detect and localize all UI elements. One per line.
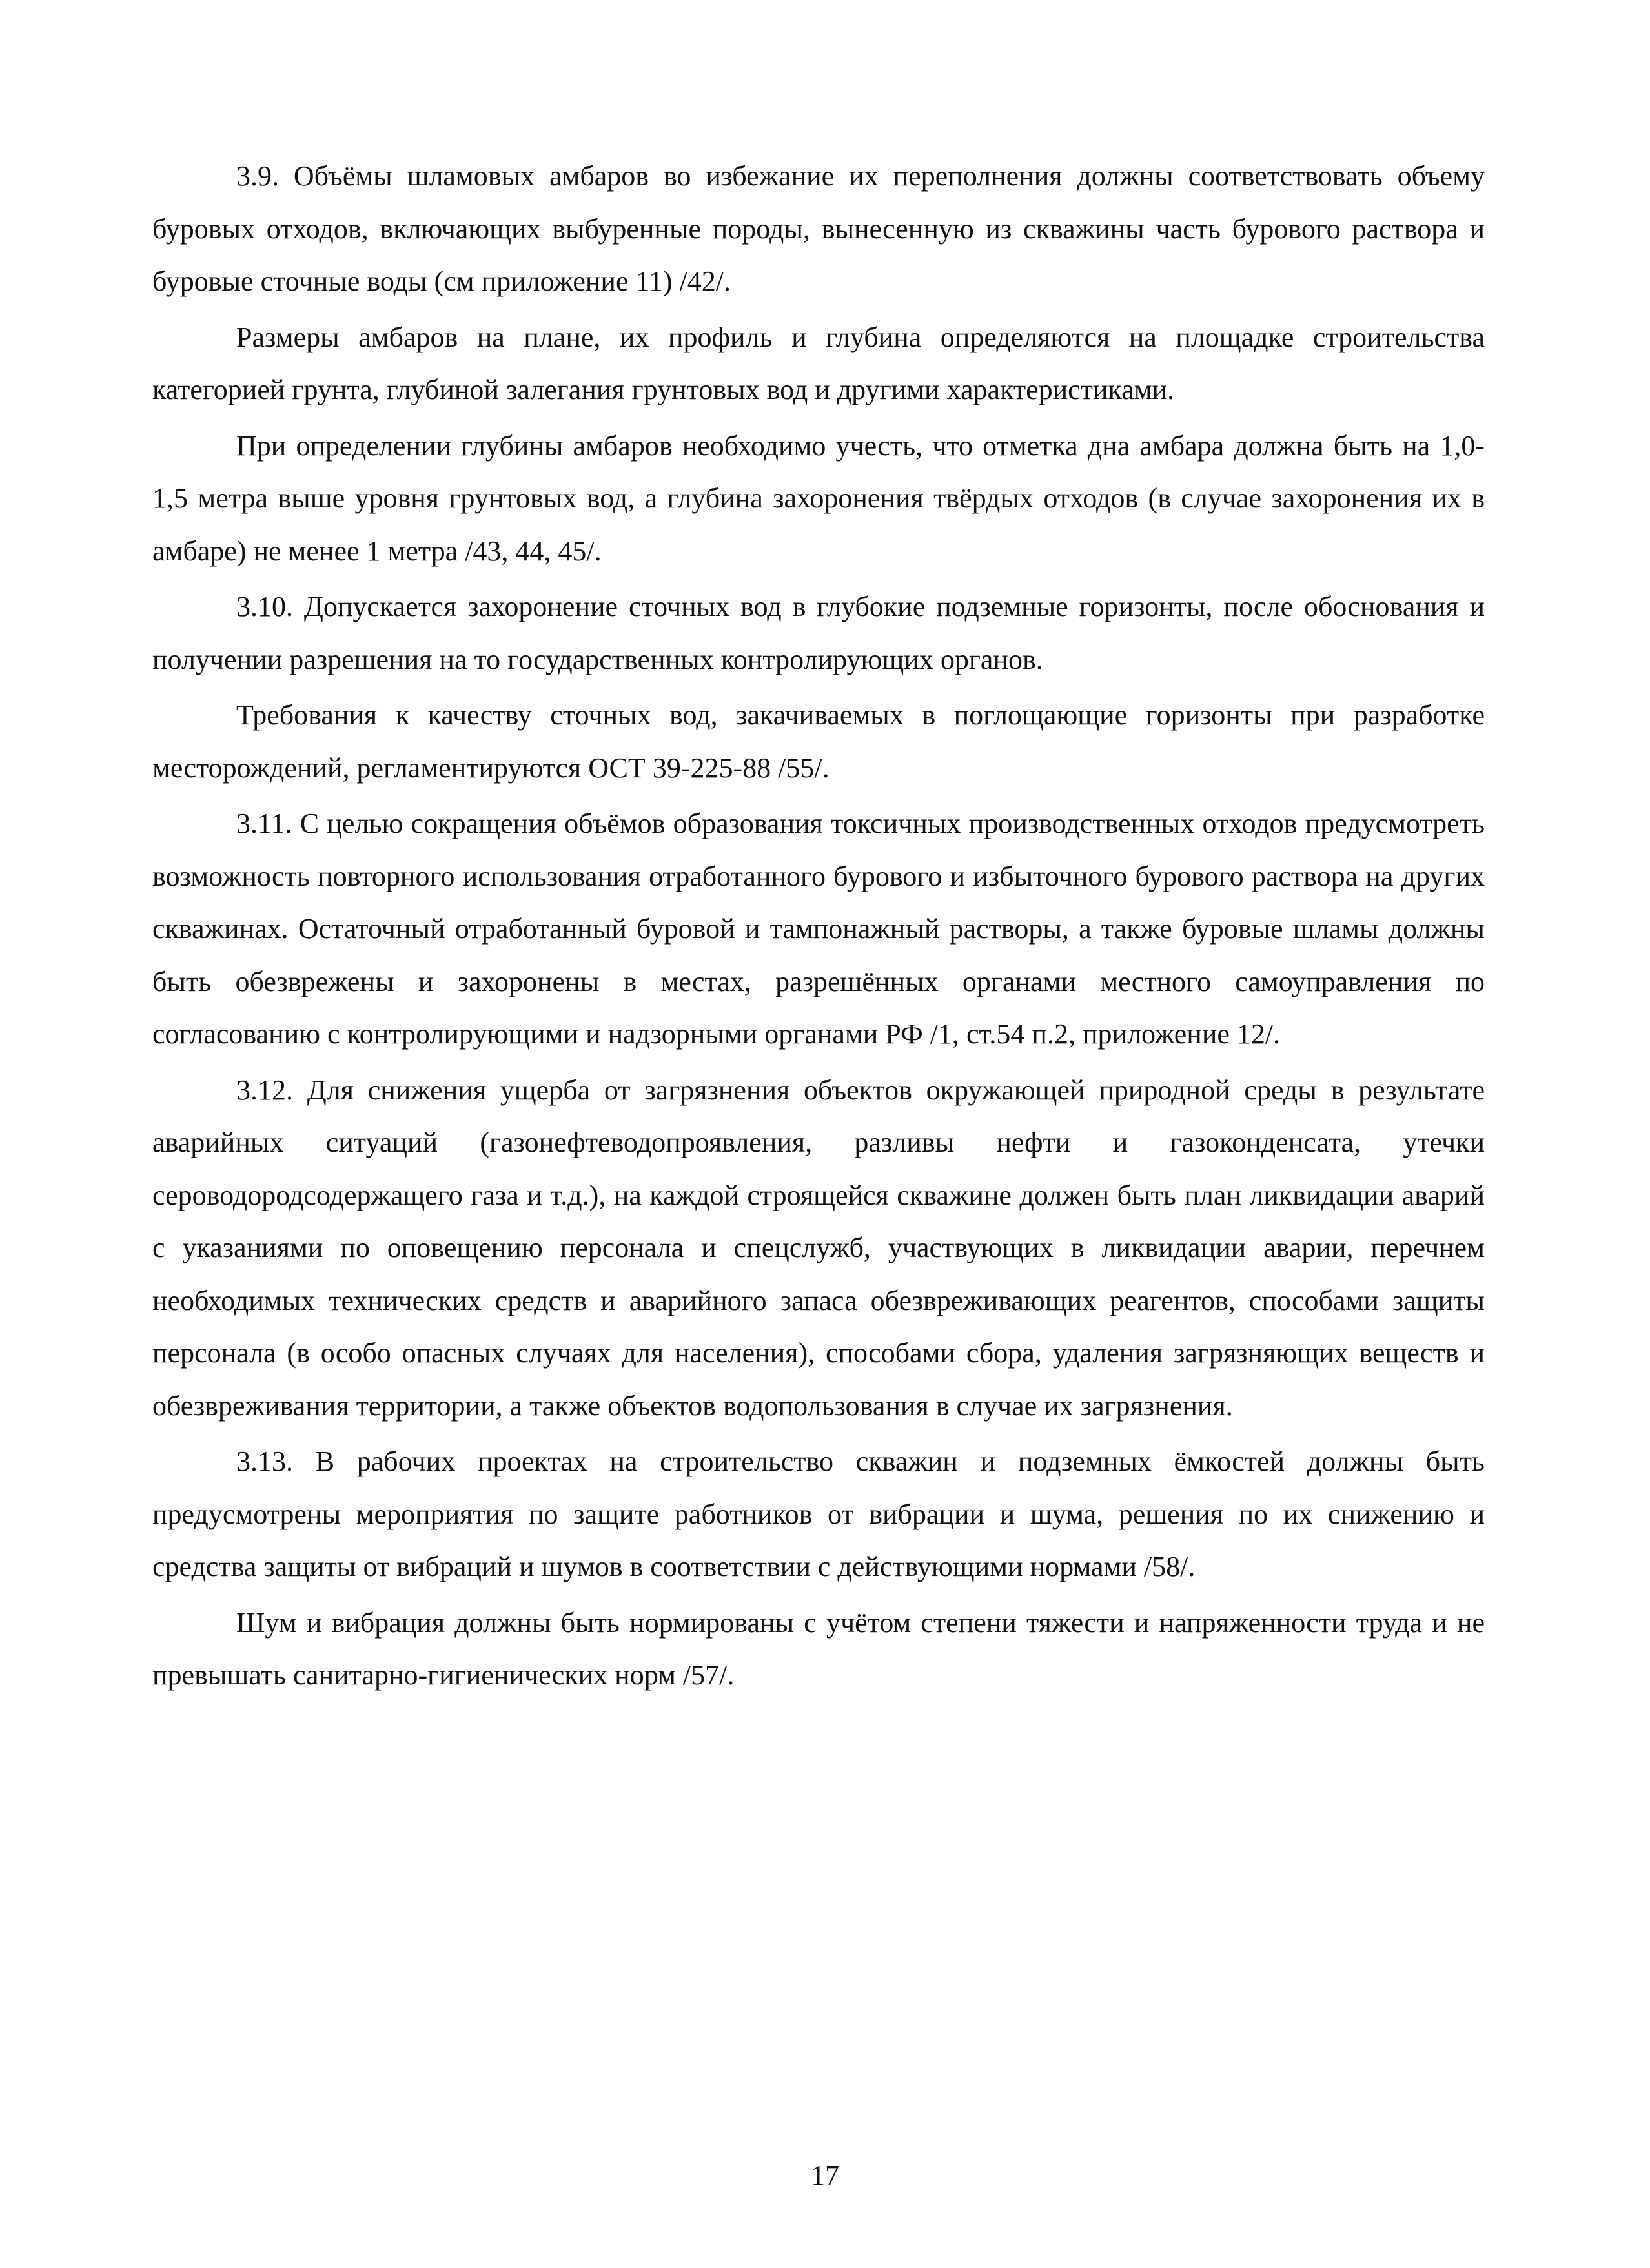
paragraph-3-9: 3.9. Объёмы шламовых амбаров во избежание их переполнения должны соответствовать объему буровых отходов, включающих выбуренные породы, вынесенную из скважины часть бурового раствора и буровые сточные воды (см приложение 11) /42/. xyxy=(152,160,1485,297)
paragraph-noise-vibration: Шум и вибрация должны быть нормированы с учётом степени тяжести и напряженности труда и не превышать санитарно-гигиенических норм /57/. xyxy=(152,1606,1485,1691)
paragraph-pit-depth: При определении глубины амбаров необходимо учесть, что отметка дна амбара должна быть на 1,0-1,5 метра выше уровня грунтовых вод, а глубина захоронения твёрдых отходов (в случае захоронения их в амбаре) не менее 1 метра /43, 44, 45/. xyxy=(152,429,1485,567)
paragraph-3-11: 3.11. С целью сокращения объёмов образования токсичных производственных отходов предусмотреть возможность повторного использования отработанного бурового и избыточного бурового раствора на других скважинах. Остаточный отработанный буровой и тампонажный растворы, а также буровые шламы должны быть обезврежены и захоронены в местах, разрешённых органами местного самоуправления по согласованию с контролирующими и надзорными органами РФ /1, ст.54 п.2, приложение 12/. xyxy=(152,808,1485,1050)
paragraph-water-quality: Требования к качеству сточных вод, закачиваемых в поглощающие горизонты при разработке месторождений, регламентируются ОСТ 39-225-88 /55/. xyxy=(152,699,1485,784)
document-body xyxy=(152,150,1485,1705)
paragraph-3-13: 3.13. В рабочих проектах на строительство скважин и подземных ёмкостей должны быть предусмотрены мероприятия по защите работников от вибрации и шума, решения по их снижению и средства защиты от вибраций и шумов в соответствии с действующими нормами /58/. xyxy=(152,1446,1485,1582)
paragraph-3-10: 3.10. Допускается захоронение сточных вод в глубокие подземные горизонты, после обоснования и получении разрешения на то государственных контролирующих органов. xyxy=(152,591,1485,675)
paragraph-pit-sizes: Размеры амбаров на плане, их профиль и глубина определяются на площадке строительства категорией грунта, глубиной залегания грунтовых вод и другими характеристиками. xyxy=(152,321,1485,405)
paragraph-3-12: 3.12. Для снижения ущерба от загрязнения объектов окружающей природной среды в результате аварийных ситуаций (газонефтеводопроявления, разливы нефти и газоконденсата, утечки сероводородсодержащего газа и т.д.), на каждой строящейся скважине должен быть план ликвидации аварий с указаниями по оповещению персонала и спецслужб, участвующих в ликвидации аварии, перечнем необходимых технических средств и аварийного запаса обезвреживающих реагентов, способами защиты персонала (в особо опасных случаях для населения), способами сбора, удаления загрязняющих веществ и обезвреживания территории, а также объектов водопользования в случае их загрязнения. xyxy=(152,1074,1485,1422)
page-number: 17 xyxy=(811,2160,839,2191)
